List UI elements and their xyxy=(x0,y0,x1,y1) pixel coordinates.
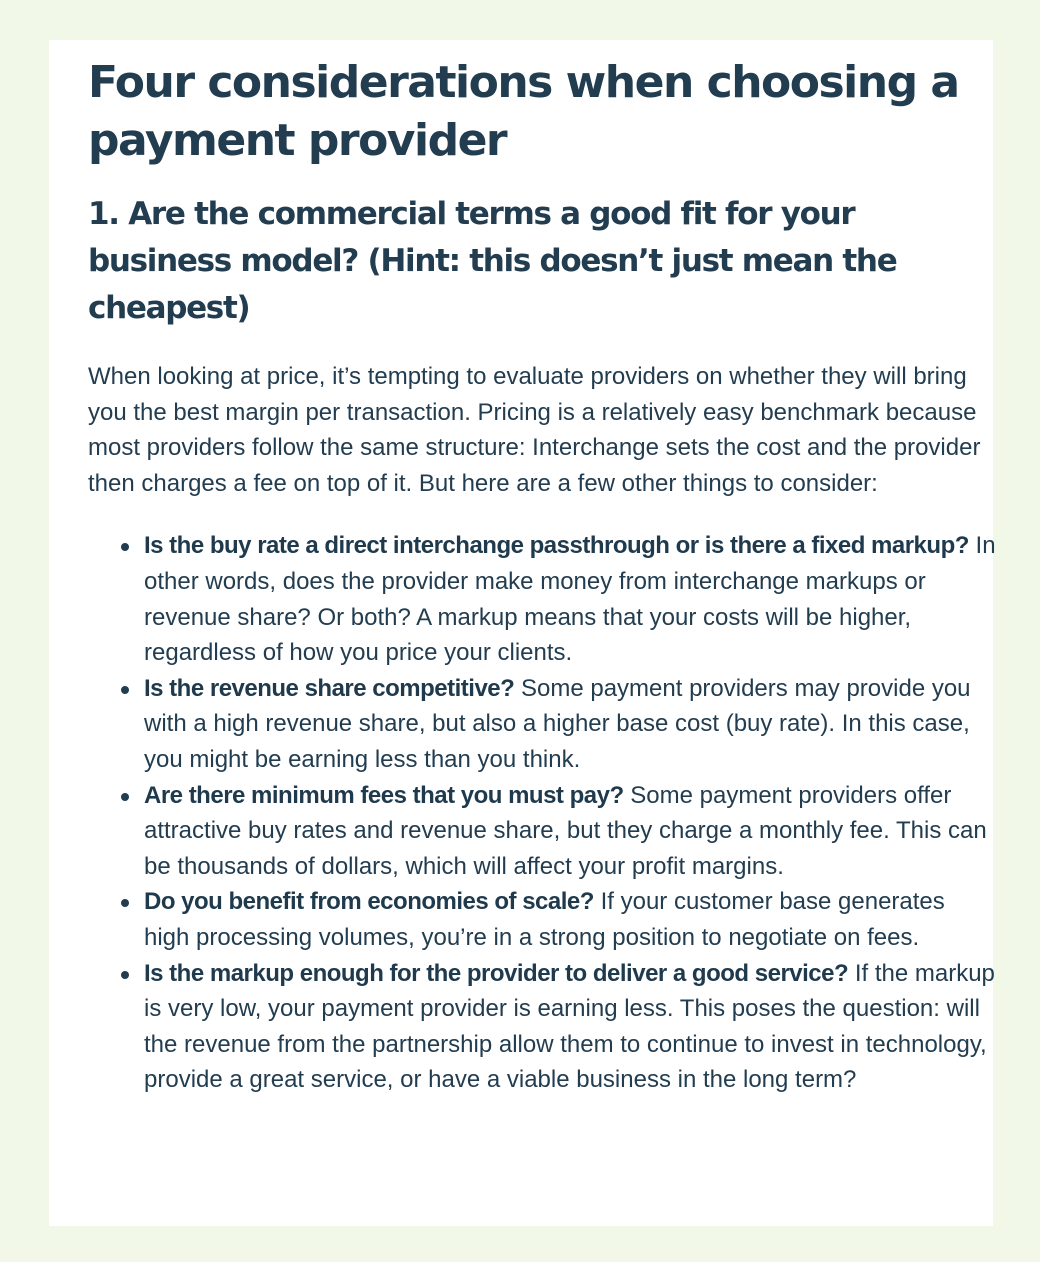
list-item-lead: Is the buy rate a direct interchange passthrough or is there a fixed markup? xyxy=(144,532,969,560)
section-heading: 1. Are the commercial terms a good fit for your business model? (Hint: this doesn’t just mean the cheapest) xyxy=(88,196,897,326)
list-item-lead: Do you benefit from economies of scale? xyxy=(144,888,594,916)
list-item-lead: Is the revenue share competitive? xyxy=(144,674,515,702)
list-item xyxy=(88,956,996,1098)
list-item-lead: Is the markup enough for the provider to deliver a good service? xyxy=(144,959,849,987)
intro-paragraph: When looking at price, it’s tempting to evaluate providers on whether they will bring you the best margin per transaction. Pricing is a relatively easy benchmark because most providers follow the same structure: Interchange sets the cost and the provider then charges a fee on top of it. But here are a few other things to consider: xyxy=(88,363,981,497)
list-item-text: In other words, does the provider make money from interchange markups or revenue share? Or both? A markup means that your costs will be higher, regardless of how you price your clients. xyxy=(144,532,996,667)
bullet-icon xyxy=(121,899,129,907)
list-item xyxy=(88,528,996,670)
considerations-list xyxy=(88,528,996,1098)
article-card xyxy=(49,40,996,1226)
article-title: Four considerations when choosing a payment provider xyxy=(88,57,959,166)
list-item-text: Some payment providers may provide you with a high revenue share, but also a higher base cost (buy rate). In this case, you might be earning less than you think. xyxy=(144,674,971,773)
bullet-icon xyxy=(121,793,129,801)
list-item xyxy=(88,671,996,778)
list-item-text: If the markup is very low, your payment provider is earning less. This poses the question: will the revenue from the partnership allow them to continue to invest in technology, provide a great service, or have a viable business in the long term? xyxy=(144,959,995,1094)
list-item-text: If your customer base generates high processing volumes, you’re in a strong position to negotiate on fees. xyxy=(144,888,945,951)
list-item xyxy=(88,778,996,885)
list-item-lead: Are there minimum fees that you must pay? xyxy=(144,781,624,809)
bullet-icon xyxy=(121,686,129,694)
bullet-icon xyxy=(121,543,129,551)
bullet-icon xyxy=(121,971,129,979)
list-item-text: Some payment providers offer attractive buy rates and revenue share, but they charge a monthly fee. This can be thousands of dollars, which will affect your profit margins. xyxy=(144,781,987,880)
list-item xyxy=(88,884,996,955)
